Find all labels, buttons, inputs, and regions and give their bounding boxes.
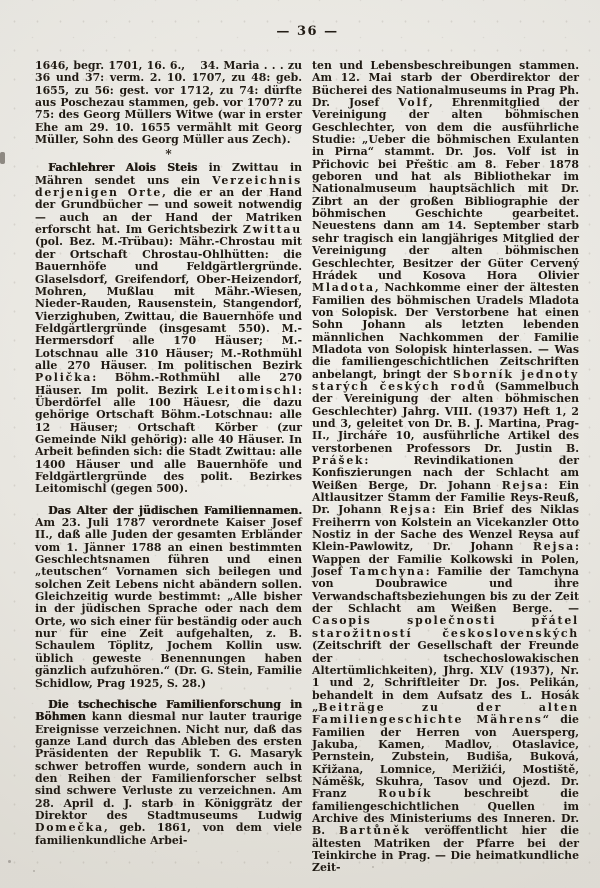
letterspaced-name: Bartůněk <box>338 824 411 838</box>
letterspaced-name: Casopis společnosti přátel starožitností československých <box>312 614 579 640</box>
letterspaced-name: Polička <box>35 371 93 385</box>
body-text: : Ein Brief des Niklas Freiherrn von Kolstein an Vicekanzler Otto Nostiz in der Sache des Wenzel Reysa auf Klein-Pawlowitz, Dr. Johann <box>312 503 579 554</box>
letterspaced-name: Rejsa <box>532 540 575 554</box>
scan-speck <box>8 860 11 863</box>
letterspaced-name: Prášek <box>312 454 365 467</box>
body-text: (pol. Bez. M.-Trübau): Mähr.-Chrostau mit der Ortschaft Chrostau-Ohlhütten: die Bauernhöfe und Feldgärtlergründe. Glaselsdorf, Greifendorf, Ober-Heizendorf, Mohren, Mußlau mit Mähr.-Wiesen, Nieder-Rauden, Rausenstein, Stangendorf, Vierzighuben, Zwittau, die Bauernhöfe und Feldgärtlergründe (insgesamt 550). M.-Hermersdorf alle 170 Häuser; M.-Lotschnau alle 310 Häuser; M.-Rothmühl alle 270 Häuser. Im politischen Bezirk <box>35 235 302 372</box>
bold-lead-text: Das Alter der jüdischen Familiennamen. <box>48 503 302 517</box>
scan-speck <box>33 870 35 872</box>
body-text: Am 23. Juli 1787 verordnete Kaiser Josef II., daß alle Juden der gesamten Erbländer vom 1. Jänner 1788 an einen bestimmten Geschlechtsnamen führen und einen „teutschen“ Vornamen sich beilegen und solchen Zeit Lebens nicht abändern sollen. Gleichzeitig wurde bestimmt: „Alle bisher in der jüdischen Sprache oder nach dem Orte, wo sich einer für beständig oder auch nur für eine Zeit aufgehalten, z. B. Schaulem Töplitz, Jochem Kollin usw. üblich geweste Benennungen haben gänzlich aufzuhören.“ (Dr. G. Stein, Familie Schidlow, Prag 1925, S. 28.) <box>35 516 302 690</box>
body-text: : Überdörfel alle 100 Häuesr, die dazu gehörige Ortschaft Böhm.-Lotschnau: alle 12 Häuser; Ortschaft Körber (zur Gemeinde Nikl gehörig): alle 40 Häuser. In Arbeit befinden sich: die Stadt Zwittau: alle 1400 Häuser und alle Bauernhöfe und Feldgärtlergründe des polit. Bezirkes Leitomischl (gegen 500). <box>35 383 302 496</box>
bold-lead-text: Die tschechische Familienforschung in Böhmen <box>35 697 302 724</box>
text-columns <box>35 60 580 875</box>
body-text: : Böhm.-Rothmühl alle 270 Häuser. Im polit. Bezirk <box>35 371 302 397</box>
letterspaced-name: Verzeichnis derjenigen Orte <box>35 173 302 200</box>
body-text: 1646, begr. 1701, 16. 6., 34. Maria . . . zu 36 und 37: verm. 2. 10. 1707, zu 48: geb. 1655, zu 56: gest. vor 1712, zu 74: dürfte aus Poschezau stammen, geb. vor 1707? zu 75: des Georg Müllers Witwe (war in erster Ehe am 29. 10. 1655 vermählt mit Georg Müller, Sohn des Georg Müller aus Zech). <box>35 59 302 147</box>
body-text: beschreibt die familiengeschichtlichen Quellen im Archive des Ministeriums des Inneren. Dr. B. <box>312 787 579 838</box>
letterspaced-name: Volf <box>398 96 429 110</box>
letterspaced-name: Tamchyna <box>349 565 426 579</box>
letterspaced-name: Zwittau <box>242 223 302 237</box>
body-text: : Revindikationen der Konfiszierungen nach der Schlacht am Weißen Berge, Dr. Johann <box>312 454 579 492</box>
right-column <box>312 60 579 875</box>
page-number: — 36 — <box>276 24 339 39</box>
scan-smudge <box>0 152 5 164</box>
body-text: veröffentlicht hier die ältesten Matriken der Pfarre bei der Teinkirche in Prag. — Die heimatkundliche Zeit- <box>312 824 579 875</box>
body-text: , die er an der Hand der Grundbücher — und soweit notwendig — auch an der Hand der Matriken erforscht hat. Im Gerichtsbezirk <box>35 186 302 237</box>
letterspaced-name: Mladota <box>312 281 375 295</box>
body-text: , Nachkomme einer der ältesten Familien des böhmischen Uradels Mladota von Solopisk. Der Verstorbene hat einen Sohn Johann als letzten lebenden männlichen Nachkommen der Familie Mladota von Solopisk hinterlassen. — Was die familiengeschichtlichen Zeitschriften anbelangt, bringt der <box>312 281 579 381</box>
letterspaced-name: Leitomischl <box>206 383 298 397</box>
body-text: : Ein Altlausitzer Stamm der Familie Reys-Reuß, Dr. Johann <box>312 478 579 517</box>
left-column <box>35 60 302 875</box>
body-text: : Familie der Tamchyna von Doubrawice und ihre Verwandschaftsbeziehungen bis zu der Zeit der Schlacht am Weißen Berge. — <box>312 565 579 616</box>
para-tschechische-familienforschung <box>35 699 302 847</box>
body-text: in Zwittau in Mähren sendet uns ein <box>35 161 303 187</box>
body-text: (Zeitschrift der Gesellschaft der Freunde der tschechoslowakischen Altertümlichkeiten), Jhrg. XLV (1937), Nr. 1 und 2, Schriftleiter Dr. Jos. Pelikán, behandelt in dem Aufsatz des L. Hosák „ <box>312 639 579 714</box>
para-alter-der-juedischen-familiennamen <box>35 505 302 690</box>
body-text: ten und Lebensbeschreibungen stammen. Am 12. Mai starb der Oberdirektor der Bücherei des Nationalmuseums in Prag Ph. Dr. Josef <box>312 59 579 110</box>
scan-speck <box>560 455 563 457</box>
section-separator-asterisk: * <box>165 147 172 162</box>
body-text: , geb. 1861, von dem viele familienkundliche Arbei- <box>35 821 302 847</box>
letterspaced-name: Domečka <box>35 821 104 835</box>
para-fachlehrer-steis-verzeichnis <box>35 162 302 495</box>
letterspaced-name: Rejsa <box>389 503 432 517</box>
letterspaced-name: Roubík <box>378 787 433 801</box>
body-text: “ die Familien der Herren von Auersperg, Jakuba, Kamen, Madlov, Otaslavice, Pernstein, Zubstein, Budiša, Buková, Křižana, Lomnice, Merižići, Mostiště, Náměšk, Skuhra, Tasov und Ojezd. Dr. Franz <box>312 713 579 801</box>
bold-lead-text: Fachlehrer Alois Steis <box>48 161 198 175</box>
body-text: (Sammelbuch der Vereinigung der alten böhmischen Geschlechter) Jahrg. VIII. (1937) Heft 1, 2 und 3, geleitet von Dr. B. J. Martina, Prag-II., Jircháře 10, ausführliche Artikel des verstorbenen Professors Dr. Justin B. <box>312 379 579 455</box>
letterspaced-name: Sborník jednoty starých českých rodů <box>312 367 579 393</box>
body-text: : Wappen der Familie Kolkowski in Polen, Josef <box>312 540 579 579</box>
letterspaced-name: Rejsa <box>501 478 544 492</box>
body-text: , Ehrenmitglied der Vereinigung der alten böhmischen Geschlechter, von dem die ausführliche Studie: „Ueber die böhmischen Exulanten in Pirna“ stammt. Dr. Jos. Volf ist in Přichovic bei Přeštic am 8. Feber 1878 geboren und hat als Bibliothekar im Nationalmuseum hauptsächlich mit Dr. Zibrt an der großen Bibliographie der böhmischen Geschichte gearbeitet. Neuestens dann am 14. September starb sehr tragisch ein langjähriges Mitglied der Vereinigung der alten böhmischen Geschlechter, Besitzer der Güter Cervený Hrádek und Kosova Hora Olivier <box>312 96 579 282</box>
letterspaced-name: Beiträge zu der alten Familiengeschichte Mährens <box>312 700 579 727</box>
para-mueller-entries <box>35 60 302 146</box>
scan-speck <box>372 866 374 868</box>
body-text: kann diesmal nur lauter traurige Ereignisse verzeichnen. Nicht nur, daß das ganze Land durch das Ableben des ersten Präsidenten der Republik T. G. Masaryk schwer betroffen wurde, sondern auch in den Reihen der Familienforscher selbst sind schwere Verluste zu verzeichnen. Am 28. April d. J. starb in Königgrätz der Direktor des Stadtmuseums Ludwig <box>35 710 302 822</box>
para-right-column-continuation <box>312 60 579 875</box>
